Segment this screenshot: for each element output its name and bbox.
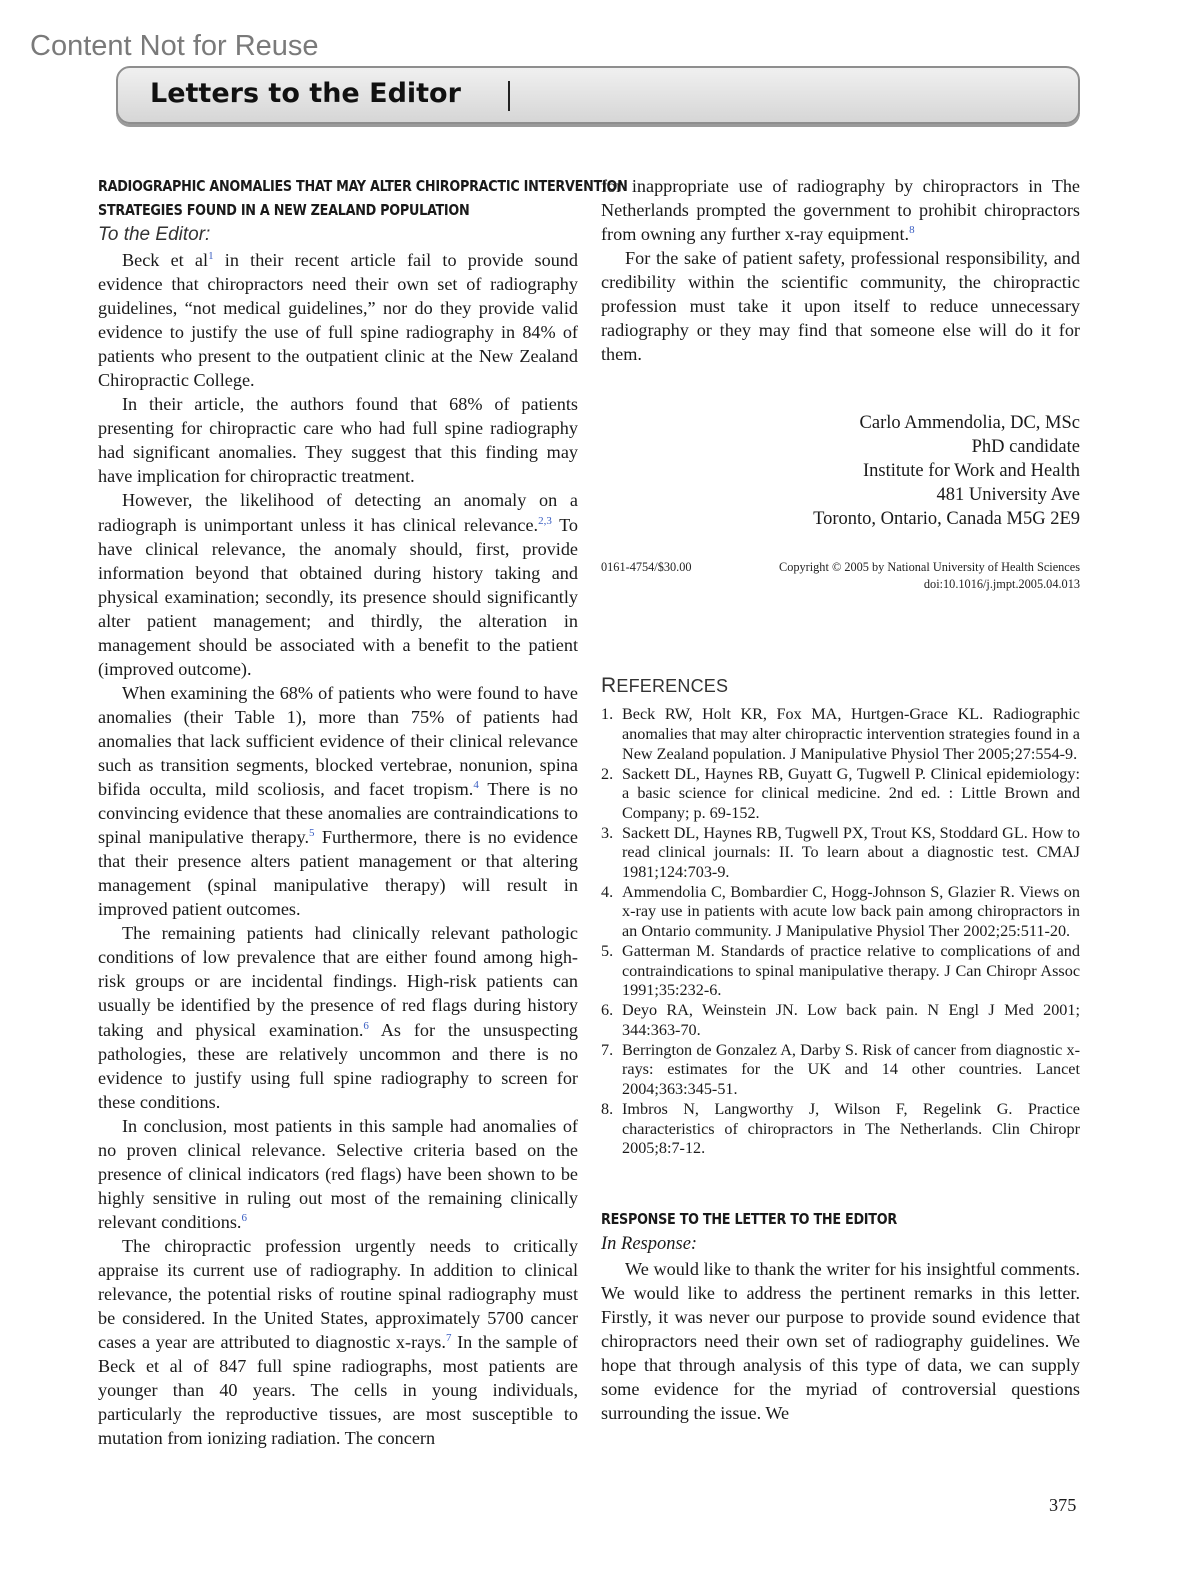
- reference-number: 8.: [601, 1099, 614, 1118]
- banner-title: Letters to the Editor: [150, 78, 461, 109]
- citation-link[interactable]: 6: [363, 1019, 369, 1032]
- letter-paragraph-7-continued: [601, 174, 1080, 246]
- reference-number: 5.: [601, 942, 614, 961]
- letter-paragraph-1: [98, 248, 578, 392]
- response-title: RESPONSE TO THE LETTER TO THE EDITOR: [601, 1209, 897, 1228]
- text-run: There is no convincing evidence that these anomalies are contraindications to spinal manipulative therapy.: [98, 779, 578, 848]
- reference-item: [601, 705, 1080, 764]
- reference-text: Beck RW, Holt KR, Fox MA, Hurtgen-Grace KL. Radiographic anomalies that may alter chiropractic intervention strategies found in a New Zealand population. J Manipulative Physiol Ther 2005;27:554-9.: [622, 705, 1080, 763]
- references-heading-cap: R: [601, 674, 617, 698]
- citation-link[interactable]: 8: [909, 224, 915, 237]
- citation-link[interactable]: 6: [241, 1211, 247, 1224]
- author-role: PhD candidate: [971, 437, 1080, 458]
- letter-title-line-1: RADIOGRAPHIC ANOMALIES THAT MAY ALTER CHIROPRACTIC INTERVENTION: [98, 177, 628, 195]
- response-salutation: In Response:: [601, 1233, 698, 1254]
- citation-link[interactable]: 4: [473, 778, 479, 791]
- text-run: In conclusion, most patients in this sample had anomalies of no proven clinical relevance. Selective criteria based on the presence of clinical indicators (red flags) have been shown to be highly sensitive in ruling out most of the remaining clinically relevant conditions.: [98, 1115, 578, 1232]
- reference-item: [601, 1001, 1080, 1040]
- reference-number: 3.: [601, 823, 614, 842]
- banner-divider: [508, 81, 510, 111]
- author-institution: Institute for Work and Health: [862, 460, 1080, 481]
- text-run: Furthermore, there is no evidence that their presence alters patient management or that altering management (spinal manipulative therapy) will result in improved patient outcomes.: [98, 827, 579, 920]
- reference-number: 1.: [601, 705, 614, 724]
- watermark: Content Not for Reuse: [30, 30, 319, 62]
- text-run: However, the likelihood of detecting an anomaly on a radiograph is unimportant unless it has clinical relevance.: [98, 490, 578, 535]
- letter-title: [98, 174, 628, 222]
- text-run: When examining the 68% of patients who were found to have anomalies (their Table 1), more than 75% of patients had anomalies that lack sufficient evidence of their clinical relevance such as transition segments, blocked vertebrae, nonunion, spina bifida occulta, mild scoliosis, and facet tropism.: [98, 682, 578, 800]
- reference-item: [601, 942, 1080, 1001]
- reference-number: 7.: [601, 1040, 614, 1059]
- left-column: [98, 174, 628, 1450]
- letter-title-line-2: STRATEGIES FOUND IN A NEW ZEALAND POPULATION: [98, 201, 470, 219]
- response-paragraph-1: We would like to thank the writer for his insightful comments. We would like to address the pertinent remarks in this letter. Firstly, it was never our purpose to provide sound evidence that chiropractors need their own set of radiography guidelines. We hope that through analysis of this type of data, we can supply some evidence for the myriad of controversial questions surrounding the issue. We: [601, 1258, 1080, 1424]
- references-heading-rest: EFERENCES: [616, 676, 729, 697]
- text-run: The remaining patients had clinically relevant pathologic conditions of low prevalence that are either found among high-risk groups or are incidental findings. High-risk patients can usually be identified by the presence of red flags during history taking and physical examination.: [98, 923, 578, 1040]
- text-run: The chiropractic profession urgently needs to critically appraise its current use of radiography. In addition to clinical relevance, the potential risks of routine spinal radiography must be considered. In the United States, approximately 5700 cancer cases a year are attributed to diagnostic x-rays.: [98, 1235, 578, 1353]
- reference-item: [601, 824, 1080, 883]
- letter-paragraph-3: [98, 488, 578, 680]
- citation-link[interactable]: 1: [208, 249, 214, 262]
- letter-paragraph-4: [98, 681, 578, 921]
- author-street: 481 University Ave: [936, 484, 1080, 505]
- page-number: 375: [1049, 1495, 1077, 1515]
- doi-link[interactable]: doi:10.1016/j.jmpt.2005.04.013: [923, 577, 1080, 592]
- text-run: As for the unsuspecting pathologies, these are relatively uncommon and there is no evidence to justify using full spine radiography to screen for these conditions.: [98, 1019, 579, 1112]
- reference-text: Berrington de Gonzalez A, Darby S. Risk of cancer from diagnostic x-rays: estimates for the UK and 14 other countries. Lancet 2004;363:345-51.: [622, 1040, 1080, 1098]
- reference-item: [601, 883, 1080, 942]
- text-run: in their recent article fail to provide sound evidence that chiropractors need their own set of radiography guidelines, “not medical guidelines,” nor do they provide valid evidence to justify the use of full spine radiography in 84% of patients who present to the outpatient clinic at the New Zealand Chiropractic College.: [98, 250, 578, 391]
- right-column: [601, 174, 1080, 1425]
- letter-paragraph-6: [98, 1114, 578, 1234]
- citation-link[interactable]: 2,3: [538, 514, 552, 527]
- letter-paragraph-2: In their article, the authors found that 68% of patients presenting for chiropractic care who had full spine radiography had significant anomalies. They suggest that this finding may have implication for chiropractic treatment.: [98, 394, 578, 487]
- copyright-line: Copyright © 2005 by National University of Health Sciences: [779, 560, 1080, 575]
- letter-paragraph-8: For the sake of patient safety, professional responsibility, and credibility within the scientific community, the chiropractic profession must take it upon itself to reduce unnecessary radiography or they may find that someone else will do it for them.: [601, 248, 1080, 365]
- reference-text: Gatterman M. Standards of practice relative to complications of and contraindications to spinal manipulative therapy. J Can Chiropr Assoc 1991;35:232-6.: [622, 942, 1080, 1000]
- author-city: Toronto, Ontario, Canada M5G 2E9: [813, 508, 1080, 529]
- reference-number: 6.: [601, 1001, 614, 1020]
- text-run: In the sample of Beck et al of 847 full spine radiographs, most patients are younger than 40 years. The cells in young individuals, particularly the reproductive tissues, are most susceptible to mutation from ionizing radiation. The concern: [98, 1332, 578, 1449]
- letter-paragraph-5: [98, 921, 578, 1113]
- reference-text: Imbros N, Langworthy J, Wilson F, Regelink G. Practice characteristics of chiropractors in The Netherlands. Clin Chiropr 2005;8:7-12.: [622, 1099, 1080, 1158]
- references-list: [601, 705, 1080, 1158]
- reference-item: [601, 1100, 1080, 1159]
- letter-salutation: To the Editor:: [98, 224, 211, 245]
- text-run: To have clinical relevance, the anomaly should, first, provide information beyond that obtained during history taking and physical examination; secondly, its presence should significantly alter patient management; and thirdly, the alteration in management should be associated with a benefit to the patient (improved outcome).: [98, 514, 578, 679]
- signature-block: [601, 412, 1080, 531]
- reference-item: [601, 765, 1080, 824]
- references-heading: [601, 671, 1080, 701]
- reference-text: Sackett DL, Haynes RB, Guyatt G, Tugwell P. Clinical epidemiology: a basic science for clinical medicine. 2nd ed. : Little Brown and Company; p. 69-152.: [622, 764, 1080, 822]
- issn-price: 0161-4754/$30.00: [601, 560, 692, 575]
- copyright-text: [779, 559, 1080, 593]
- author-name: Carlo Ammendolia, DC, MSc: [859, 413, 1080, 434]
- citation-link[interactable]: 5: [309, 827, 315, 840]
- letter-paragraph-7: [98, 1234, 578, 1450]
- reference-number: 4.: [601, 882, 614, 901]
- copyright-block: [601, 559, 1080, 599]
- text-run: for inappropriate use of radiography by chiropractors in The Netherlands prompted the government to prohibit chiropractors from owning any further x-ray equipment.: [601, 176, 1080, 245]
- reference-text: Sackett DL, Haynes RB, Tugwell PX, Trout KS, Stoddard GL. How to read clinical journals: II. To learn about a diagnostic test. CMAJ 1981;124:703-9.: [622, 823, 1080, 881]
- section-banner: [116, 66, 1080, 124]
- reference-number: 2.: [601, 764, 614, 783]
- citation-link[interactable]: 7: [445, 1332, 452, 1345]
- reference-text: Ammendolia C, Bombardier C, Hogg-Johnson S, Glazier R. Views on x-ray use in patients with acute low back pain among chiropractors in an Ontario community. J Manipulative Physiol Ther 2002;25:511-20.: [622, 882, 1080, 941]
- text-run: Beck et al: [122, 250, 209, 270]
- reference-item: [601, 1041, 1080, 1100]
- reference-text: Deyo RA, Weinstein JN. Low back pain. N Engl J Med 2001; 344:363-70.: [622, 1001, 1080, 1039]
